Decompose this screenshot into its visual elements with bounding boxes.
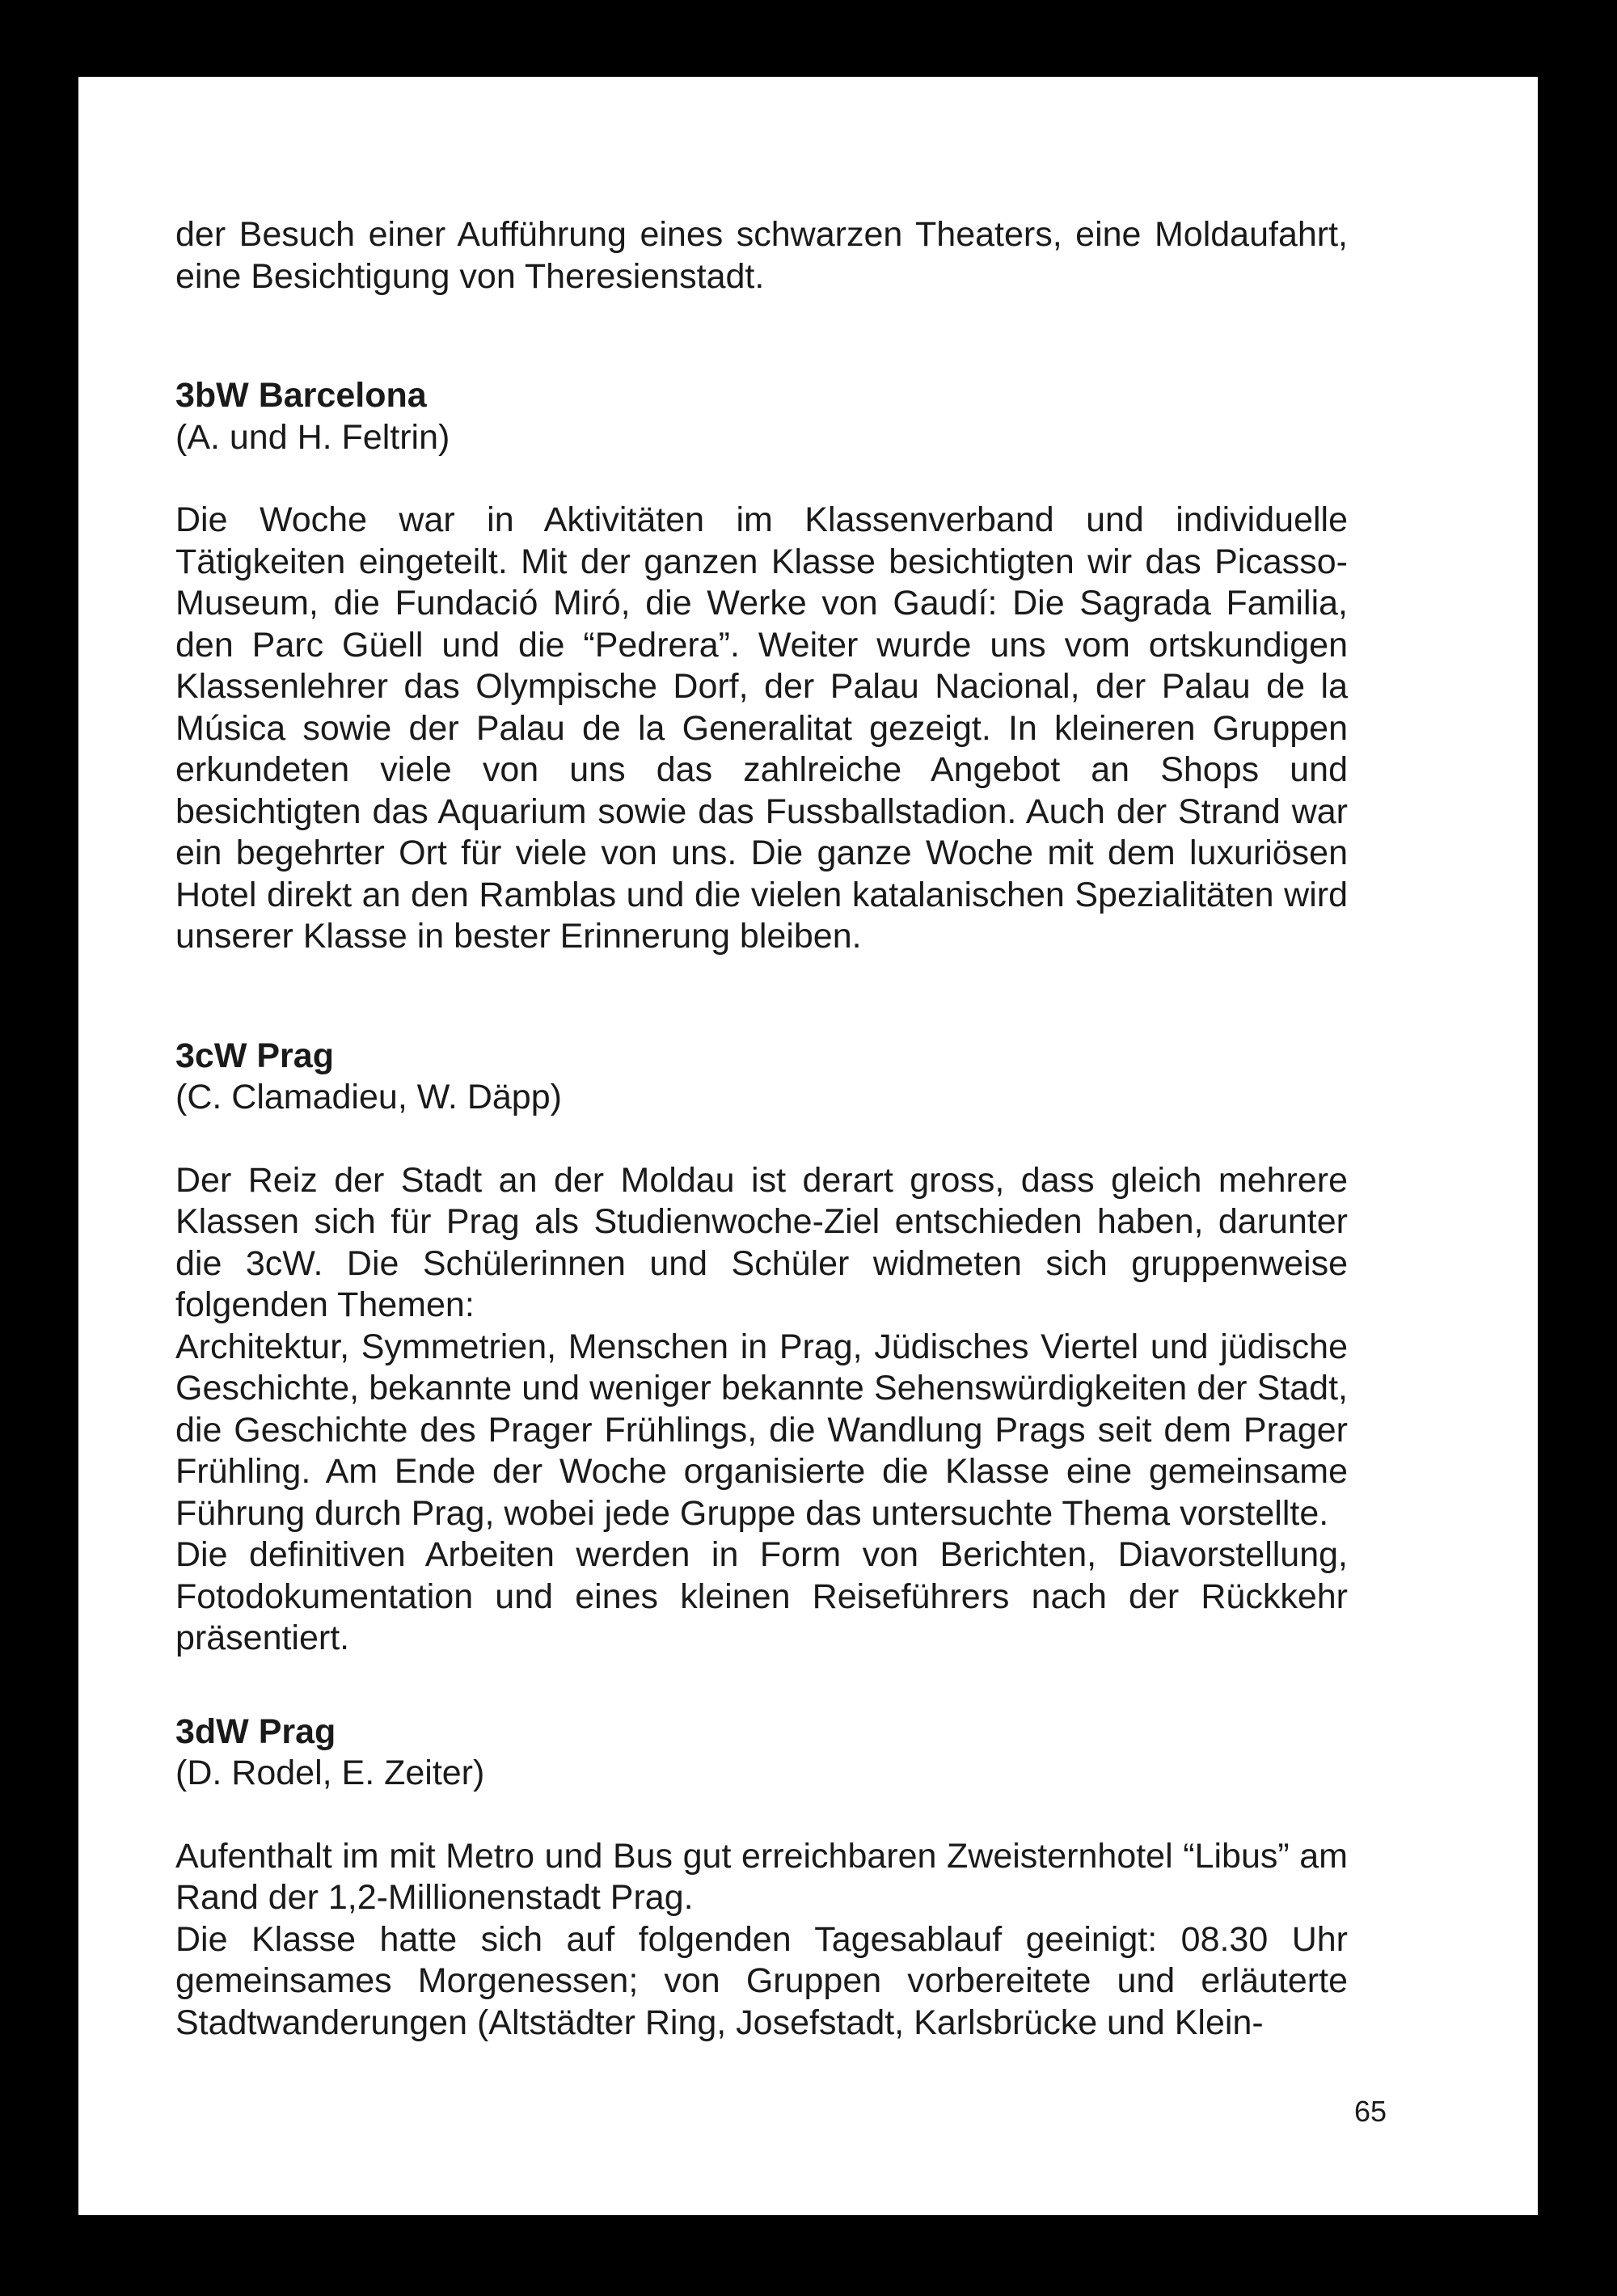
section-3bw-barcelona: [175, 375, 1348, 958]
section-paragraph: Die definitiven Arbeiten werden in Form von Berichten, Diavorstellung, Fotodokumentation und eines kleinen Reiseführers nach der Rückkehr präsentiert.: [175, 1535, 1348, 1657]
intro-paragraph: der Besuch einer Aufführung eines schwarzen Theaters, eine Moldaufahrt, eine Besichtigung von Theresienstadt.: [175, 215, 1348, 296]
section-title: 3bW Barcelona: [175, 376, 427, 415]
document-page: [78, 77, 1538, 2215]
section-3dw-prag: [175, 1711, 1348, 2045]
page-content: [175, 214, 1348, 2044]
page-number: 65: [1353, 2095, 1387, 2128]
section-teachers: (C. Clamadieu, W. Däpp): [175, 1078, 562, 1116]
section-paragraph: Die Klasse hatte sich auf folgenden Tagesablauf geeinigt: 08.30 Uhr gemeinsames Morgenessen; von Gruppen vorbereitete und erläuterte Stadtwanderungen (Altstädter Ring, Josefstadt, Karlsbrücke und Klein-: [175, 1919, 1348, 2042]
section-title: 3dW Prag: [175, 1711, 336, 1751]
section-3cw-prag: [175, 1036, 1348, 1660]
section-title: 3cW Prag: [175, 1036, 334, 1075]
section-paragraph: Der Reiz der Stadt an der Moldau ist derart gross, dass gleich mehrere Klassen sich für Prag als Studienwoche-Ziel entschieden haben, darunter die 3cW. Die Schülerinnen und Schüler widmeten sich gruppenweise folgenden Themen:: [175, 1160, 1348, 1324]
section-teachers: (A. und H. Feltrin): [175, 417, 450, 457]
section-paragraph: Aufenthalt im mit Metro und Bus gut erreichbaren Zweisternhotel “Libus” am Rand der 1,2-Millionenstadt Prag.: [175, 1836, 1348, 1917]
section-paragraph: Die Woche war in Aktivitäten im Klassenverband und individuelle Tätigkeiten eingeteilt. Mit der ganzen Klasse besichtigten wir das Picasso-Museum, die Fundació Miró, die Werke von Gaudí: Die Sagrada Familia, den Parc Güell und die “Pedrera”. Weiter wurde uns vom ortskundigen Klassenlehrer das Olympische Dorf, der Palau Nacional, der Palau de la Música sowie der Palau de la Generalitat gezeigt. In kleineren Gruppen erkundeten viele von uns das zahlreiche Angebot an Shops und besichtigten das Aquarium sowie das Fussballstadion. Auch der Strand war ein begehrter Ort für viele von uns. Die ganze Woche mit dem luxuriösen Hotel direkt an den Ramblas und die vielen katalanischen Spezialitäten wird unserer Klasse in bester Erinnerung bleiben.: [175, 500, 1348, 956]
section-paragraph: Architektur, Symmetrien, Menschen in Prag, Jüdisches Viertel und jüdische Geschichte, bekannte und weniger bekannte Sehenswürdigkeiten der Stadt, die Geschichte des Prager Frühlings, die Wandlung Prags seit dem Prager Frühling. Am Ende der Woche organisierte die Klasse eine gemeinsame Führung durch Prag, wobei jede Gruppe das untersuchte Thema vorstellte.: [175, 1327, 1348, 1533]
section-teachers: (D. Rodel, E. Zeiter): [175, 1754, 485, 1792]
